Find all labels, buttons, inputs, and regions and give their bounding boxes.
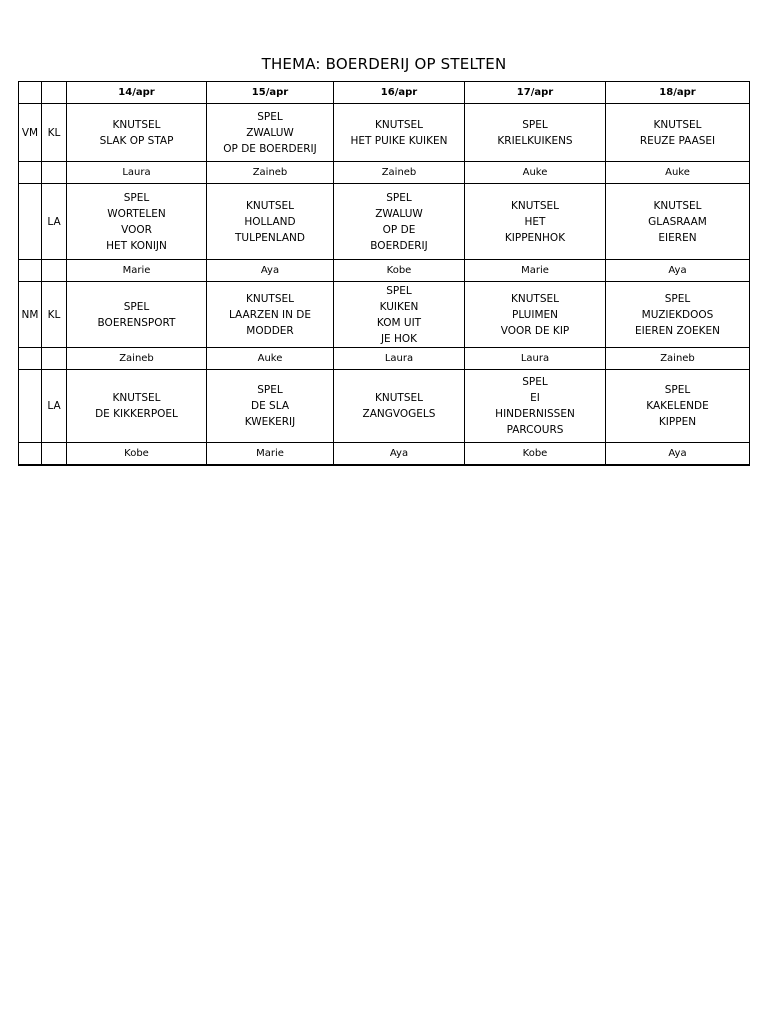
activity-cell: KNUTSEL SLAK OP STAP xyxy=(67,104,207,162)
empty-cell xyxy=(42,82,67,104)
supervisor-name: Auke xyxy=(207,348,334,370)
supervisor-name: Aya xyxy=(334,443,465,466)
activity-cell: SPEL BOERENSPORT xyxy=(67,282,207,348)
schedule-table xyxy=(18,81,750,466)
group-label: KL xyxy=(42,282,67,348)
date-header: 17/apr xyxy=(465,82,606,104)
activity-cell: SPEL EI HINDERNISSEN PARCOURS xyxy=(465,370,606,443)
date-header: 16/apr xyxy=(334,82,465,104)
activity-cell: KNUTSEL HET PUIKE KUIKEN xyxy=(334,104,465,162)
header-row xyxy=(19,82,750,104)
group-label: KL xyxy=(42,104,67,162)
activity-cell: KNUTSEL GLASRAAM EIEREN xyxy=(606,184,750,260)
activity-row xyxy=(19,104,750,162)
name-row xyxy=(19,162,750,184)
date-header: 15/apr xyxy=(207,82,334,104)
empty-cell xyxy=(42,443,67,466)
activity-cell: SPEL ZWALUW OP DE BOERDERIJ xyxy=(207,104,334,162)
supervisor-name: Laura xyxy=(67,162,207,184)
supervisor-name: Auke xyxy=(465,162,606,184)
supervisor-name: Marie xyxy=(207,443,334,466)
group-label: LA xyxy=(42,184,67,260)
activity-cell: KNUTSEL ZANGVOGELS xyxy=(334,370,465,443)
group-label: LA xyxy=(42,370,67,443)
page-title: THEMA: BOERDERIJ OP STELTEN xyxy=(261,55,507,73)
supervisor-name: Marie xyxy=(67,260,207,282)
period-label xyxy=(19,370,42,443)
period-label: NM xyxy=(19,282,42,348)
name-row xyxy=(19,260,750,282)
empty-cell xyxy=(42,348,67,370)
supervisor-name: Aya xyxy=(606,443,750,466)
activity-cell: SPEL KAKELENDE KIPPEN xyxy=(606,370,750,443)
activity-cell: KNUTSEL DE KIKKERPOEL xyxy=(67,370,207,443)
activity-cell: KNUTSEL HOLLAND TULPENLAND xyxy=(207,184,334,260)
supervisor-name: Laura xyxy=(334,348,465,370)
empty-cell xyxy=(19,348,42,370)
activity-cell: KNUTSEL PLUIMEN VOOR DE KIP xyxy=(465,282,606,348)
supervisor-name: Auke xyxy=(606,162,750,184)
activity-cell: SPEL ZWALUW OP DE BOERDERIJ xyxy=(334,184,465,260)
activity-cell: KNUTSEL LAARZEN IN DE MODDER xyxy=(207,282,334,348)
period-label: VM xyxy=(19,104,42,162)
supervisor-name: Marie xyxy=(465,260,606,282)
supervisor-name: Aya xyxy=(207,260,334,282)
date-header: 14/apr xyxy=(67,82,207,104)
supervisor-name: Zaineb xyxy=(207,162,334,184)
name-row xyxy=(19,443,750,466)
activity-cell: SPEL MUZIEKDOOS EIEREN ZOEKEN xyxy=(606,282,750,348)
name-row xyxy=(19,348,750,370)
activity-cell: SPEL DE SLA KWEKERIJ xyxy=(207,370,334,443)
empty-cell xyxy=(42,162,67,184)
date-header: 18/apr xyxy=(606,82,750,104)
activity-cell: SPEL WORTELEN VOOR HET KONIJN xyxy=(67,184,207,260)
empty-cell xyxy=(19,443,42,466)
supervisor-name: Aya xyxy=(606,260,750,282)
activity-cell: SPEL KUIKEN KOM UIT JE HOK xyxy=(334,282,465,348)
activity-row xyxy=(19,370,750,443)
activity-row xyxy=(19,184,750,260)
activity-cell: KNUTSEL REUZE PAASEI xyxy=(606,104,750,162)
supervisor-name: Zaineb xyxy=(67,348,207,370)
activity-cell: KNUTSEL HET KIPPENHOK xyxy=(465,184,606,260)
supervisor-name: Kobe xyxy=(67,443,207,466)
activity-cell: SPEL KRIELKUIKENS xyxy=(465,104,606,162)
supervisor-name: Kobe xyxy=(465,443,606,466)
empty-cell xyxy=(19,82,42,104)
supervisor-name: Laura xyxy=(465,348,606,370)
empty-cell xyxy=(19,260,42,282)
period-label xyxy=(19,184,42,260)
empty-cell xyxy=(42,260,67,282)
empty-cell xyxy=(19,162,42,184)
activity-row xyxy=(19,282,750,348)
supervisor-name: Zaineb xyxy=(606,348,750,370)
supervisor-name: Zaineb xyxy=(334,162,465,184)
supervisor-name: Kobe xyxy=(334,260,465,282)
